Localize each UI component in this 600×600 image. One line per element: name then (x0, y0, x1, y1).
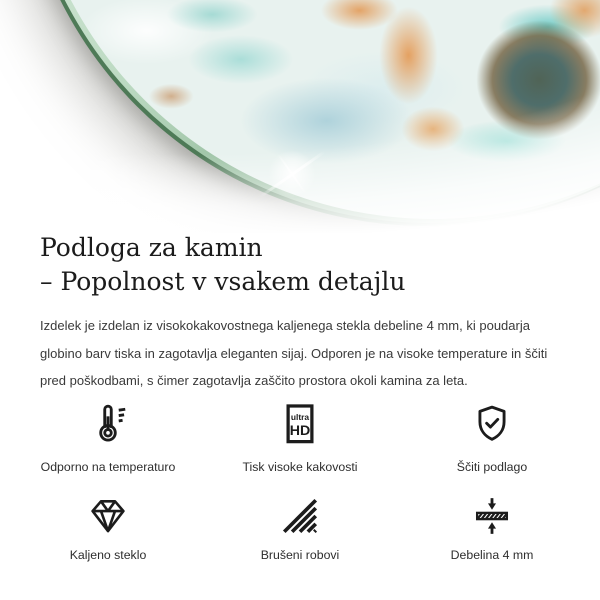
feature-beveled-edges (204, 494, 396, 562)
beveled-edges-icon (279, 494, 321, 538)
page-title-line2: – Popolnost v vsakem detajlu (40, 267, 406, 296)
feature-label: Brušeni robovi (260, 548, 340, 562)
feature-label: Odporno na temperaturo (40, 460, 176, 474)
feature-tempered-glass (12, 494, 204, 562)
feature-label: Tisk visoke kakovosti (242, 460, 358, 474)
feature-row-2 (12, 494, 588, 562)
page-title-line1: Podloga za kamin (40, 233, 263, 262)
feature-thickness (396, 494, 588, 562)
hero-white-fade (0, 0, 600, 233)
feature-print-quality (204, 398, 396, 474)
diamond-icon (87, 494, 129, 538)
feature-protects-base (396, 398, 588, 474)
feature-row-1 (12, 398, 588, 474)
feature-label: Kaljeno steklo (69, 548, 147, 562)
page-title (40, 231, 405, 299)
thickness-arrows-icon (471, 494, 513, 538)
hero-image (0, 0, 600, 233)
ultra-hd-badge-top: ultra (290, 412, 310, 423)
feature-label: Debelina 4 mm (450, 548, 534, 562)
ultra-hd-badge-bottom: HD (289, 423, 311, 440)
product-description: Izdelek je izdelan iz visokokakovostnega kaljenega stekla debeline 4 mm, ki poudarja globino barv tiska in zagotavlja eleganten sijaj. Odporen je na visoke temperature in ščiti pred poškodbami, s čimer zagotavlja zaščito prostora okoli kamina za leta. (40, 318, 548, 388)
feature-grid (12, 398, 588, 562)
ultra-hd-icon (277, 398, 323, 450)
thermometer-icon (85, 398, 131, 450)
shield-check-icon (469, 398, 515, 450)
feature-label: Ščiti podlago (456, 460, 528, 474)
feature-temperature (12, 398, 204, 474)
